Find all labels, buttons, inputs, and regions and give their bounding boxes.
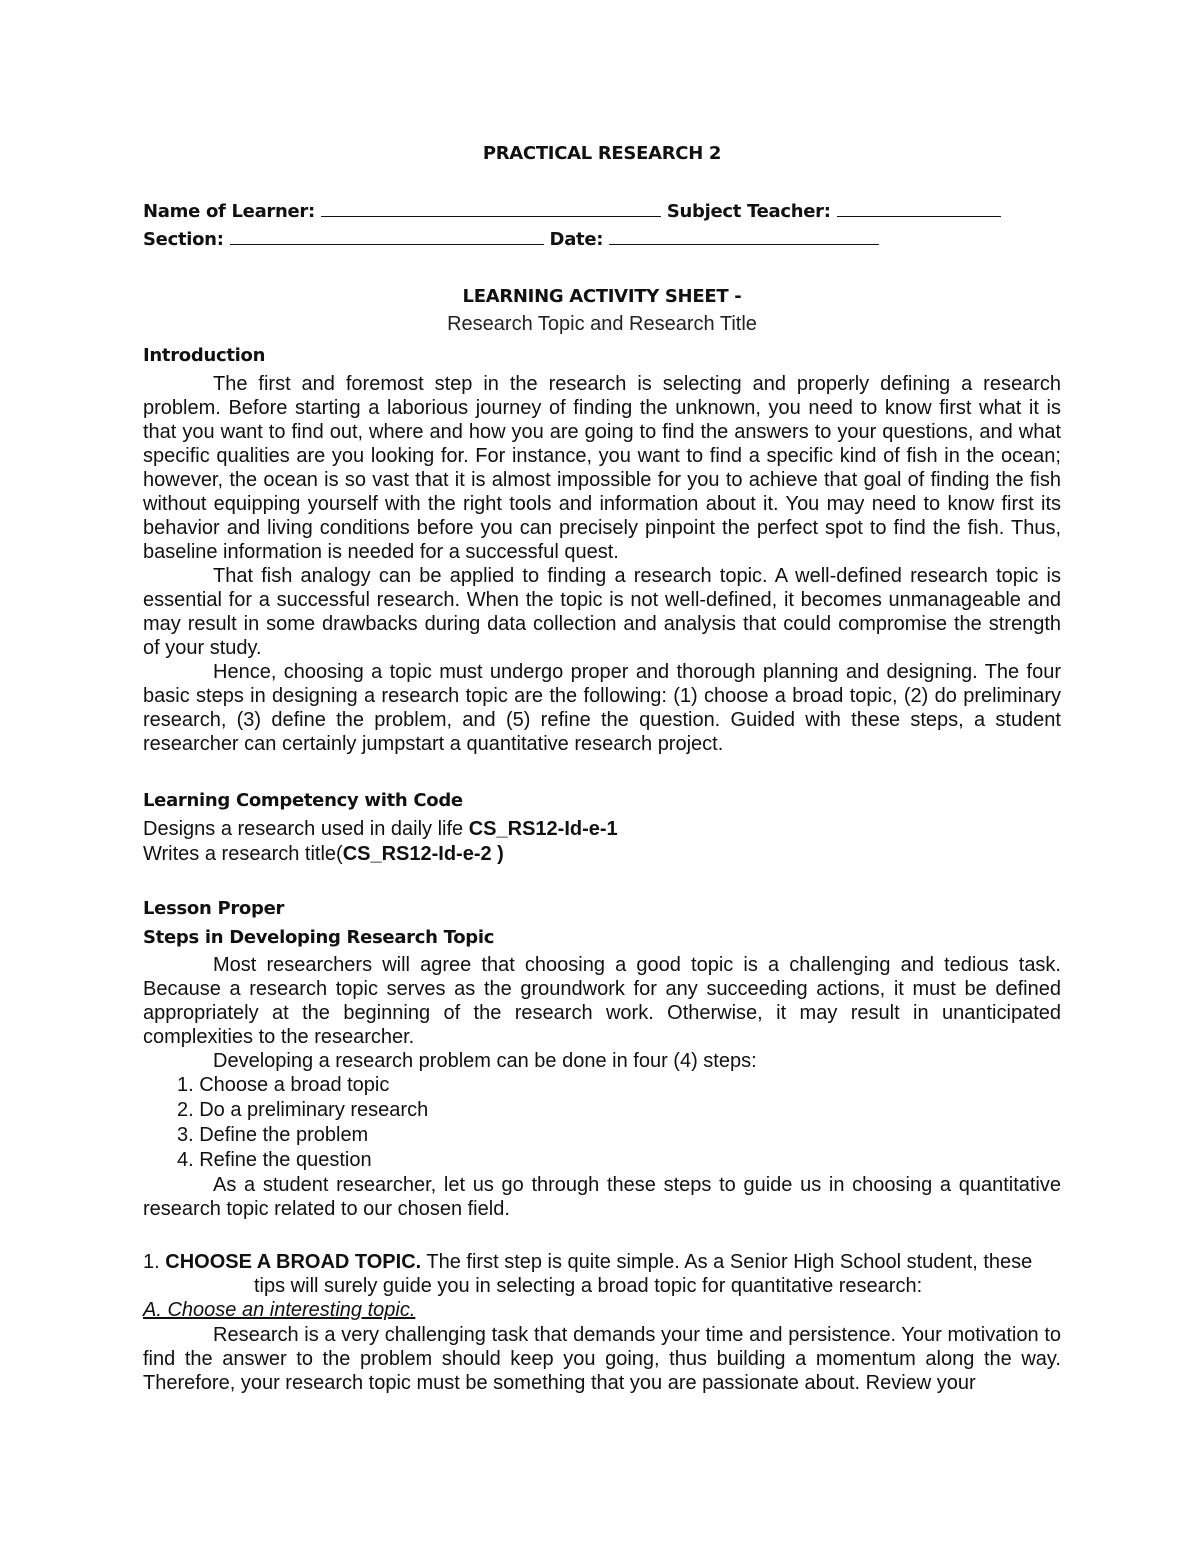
step1-label: CHOOSE A BROAD TOPIC. xyxy=(165,1251,422,1273)
step1-text: The first step is quite simple. As a Senior High School student, these xyxy=(421,1251,1033,1273)
step1-paragraph: Research is a very challenging task that demands your time and persistence. Your motivation to find the answer to the problem should keep you going, thus building a momentum along the way. Therefore, your research topic must be something that you are passionate about. Review your xyxy=(143,1324,1061,1394)
name-label: Name of Learner: xyxy=(143,201,315,222)
sub-topic-a xyxy=(143,1298,1061,1322)
step1-number: 1. xyxy=(143,1251,166,1273)
intro-paragraph-3: Hence, choosing a topic must undergo proper and thorough planning and designing. The four basic steps in designing a research topic are the following: (1) choose a broad topic, (2) do preliminary research, (3) define the problem, and (5) refine the question. Guided with these steps, a student researcher can certainly jumpstart a quantitative research project. xyxy=(143,661,1061,755)
teacher-blank[interactable] xyxy=(837,202,1001,217)
lesson-body xyxy=(143,953,1061,1221)
date-blank[interactable] xyxy=(609,230,879,245)
step1-line-2: tips will surely guide you in selecting a broad topic for quantitative research: xyxy=(254,1275,923,1297)
list-item: 2. Do a preliminary research xyxy=(177,1099,429,1121)
list-item: 4. Refine the question xyxy=(177,1149,372,1171)
sub-topic-a-text: A. Choose an interesting topic. xyxy=(143,1299,416,1321)
competency-line-2-text: Writes a research title( xyxy=(143,843,343,865)
lesson-paragraph-2: Developing a research problem can be done in four (4) steps: xyxy=(213,1050,757,1072)
competency-heading: Learning Competency with Code xyxy=(143,790,463,811)
intro-paragraph-1: The first and foremost step in the research is selecting and properly defining a research problem. Before starting a laborious journey of finding the unknown, you need to know first what it is that you want to find out, where and how you are going to find the answers to your questions, and what specific qualities are you looking for. For instance, you want to find a specific kind of fish in the ocean; however, the ocean is so vast that it is almost impossible for you to achieve that goal of finding the fish without equipping yourself with the right tools and information about it. You may need to know first its behavior and living conditions before you can precisely pinpoint the perfect spot to find the fish. Thus, baseline information is needed for a successful quest. xyxy=(143,373,1061,563)
step1-body xyxy=(143,1323,1061,1395)
section-label: Section: xyxy=(143,229,224,250)
lesson-paragraph-3: As a student researcher, let us go through these steps to guide us in choosing a quantitative research topic related to our chosen field. xyxy=(143,1174,1061,1220)
learner-teacher-row xyxy=(143,198,1061,226)
lesson-paragraph-1: Most researchers will agree that choosing a good topic is a challenging and tedious task. Because a research topic serves as the groundwork for any succeeding actions, it must be defined appropriately at the beginning of the research work. Otherwise, it may result in unanticipated complexities to the researcher. xyxy=(143,954,1061,1048)
intro-paragraph-2: That fish analogy can be applied to finding a research topic. A well-defined research topic is essential for a successful research. When the topic is not well-defined, it becomes unmanageable and may result in some drawbacks during data collection and analysis that could compromise the strength of your study. xyxy=(143,565,1061,659)
teacher-label: Subject Teacher: xyxy=(666,201,831,222)
step1-line xyxy=(143,1250,1061,1274)
section-blank[interactable] xyxy=(230,230,544,245)
lesson-subheading: Steps in Developing Research Topic xyxy=(143,927,495,948)
list-item: 1. Choose a broad topic xyxy=(177,1074,390,1096)
activity-heading: LEARNING ACTIVITY SHEET - xyxy=(462,286,742,307)
lesson-heading: Lesson Proper xyxy=(143,898,285,919)
competency-line-1-text: Designs a research used in daily life xyxy=(143,818,469,840)
activity-subtitle: Research Topic and Research Title xyxy=(447,313,757,335)
date-label: Date: xyxy=(549,229,604,250)
introduction-heading: Introduction xyxy=(143,345,266,366)
competency-line-1 xyxy=(143,817,1061,841)
section-date-row xyxy=(143,226,1061,254)
steps-list xyxy=(143,1073,1061,1173)
competency-line-2 xyxy=(143,842,1061,866)
list-item: 3. Define the problem xyxy=(177,1124,369,1146)
competency-code-2: CS_RS12-Id-e-2 ) xyxy=(342,843,504,865)
competency-code-1: CS_RS12-Id-e-1 xyxy=(468,818,618,840)
document-title: PRACTICAL RESEARCH 2 xyxy=(482,143,722,164)
name-blank[interactable] xyxy=(321,202,661,217)
introduction-body xyxy=(143,372,1061,756)
